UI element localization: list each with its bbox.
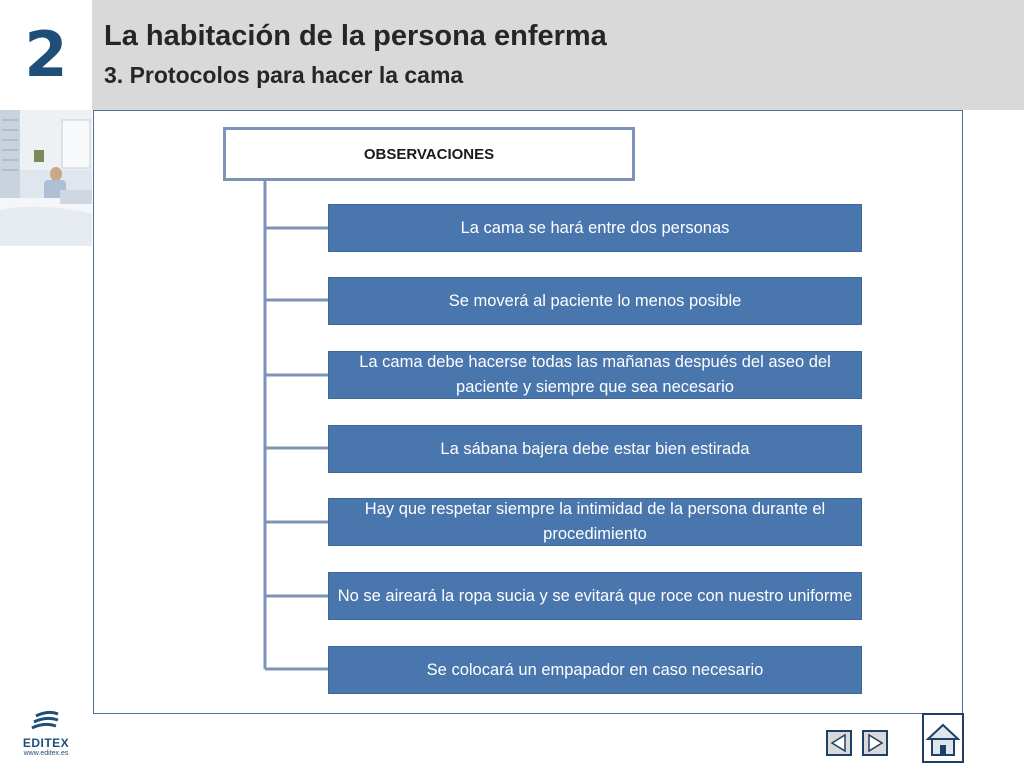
observation-item-text: Se moverá al paciente lo menos posible	[448, 291, 742, 310]
observation-item	[328, 425, 862, 473]
observation-item-text: La sábana bajera debe estar bien estirada	[440, 439, 750, 458]
triangle-left-icon	[828, 732, 850, 754]
observation-item-text: No se aireará la ropa sucia y se evitará que roce con nuestro uniforme	[337, 586, 853, 605]
editex-logo	[14, 710, 78, 762]
observation-item-text: La cama debe hacerse todas las mañanas después del aseo del paciente y siempre que sea necesario	[359, 353, 831, 396]
observation-item	[328, 204, 862, 252]
observation-item-text: Se colocará un empapador en caso necesario	[426, 660, 764, 679]
observation-item	[328, 351, 862, 399]
hospital-room-photo	[0, 110, 92, 246]
chapter-number: 2	[24, 18, 68, 91]
next-button[interactable]	[862, 730, 888, 756]
observation-item	[328, 646, 862, 694]
chapter-badge	[0, 0, 92, 110]
previous-button[interactable]	[826, 730, 852, 756]
observation-item-text: Hay que respetar siempre la intimidad de la persona durante el procedimiento	[364, 500, 826, 543]
content-frame	[93, 110, 963, 714]
observation-item	[328, 572, 862, 620]
triangle-right-icon	[864, 732, 886, 754]
observaciones-root-node	[223, 127, 635, 181]
editex-logo-icon	[14, 710, 78, 736]
home-button[interactable]	[922, 713, 964, 763]
root-node-label: OBSERVACIONES	[363, 145, 495, 163]
observation-item	[328, 498, 862, 546]
logo-name: EDITEX	[22, 736, 70, 750]
page-title: La habitación de la persona enferma	[104, 20, 607, 52]
header-band	[92, 0, 1024, 110]
observation-item-text: La cama se hará entre dos personas	[460, 218, 730, 237]
observation-item	[328, 277, 862, 325]
home-icon	[924, 715, 962, 761]
logo-url: www.editex.es	[23, 750, 69, 757]
page-subtitle: 3. Protocolos para hacer la cama	[104, 62, 464, 88]
